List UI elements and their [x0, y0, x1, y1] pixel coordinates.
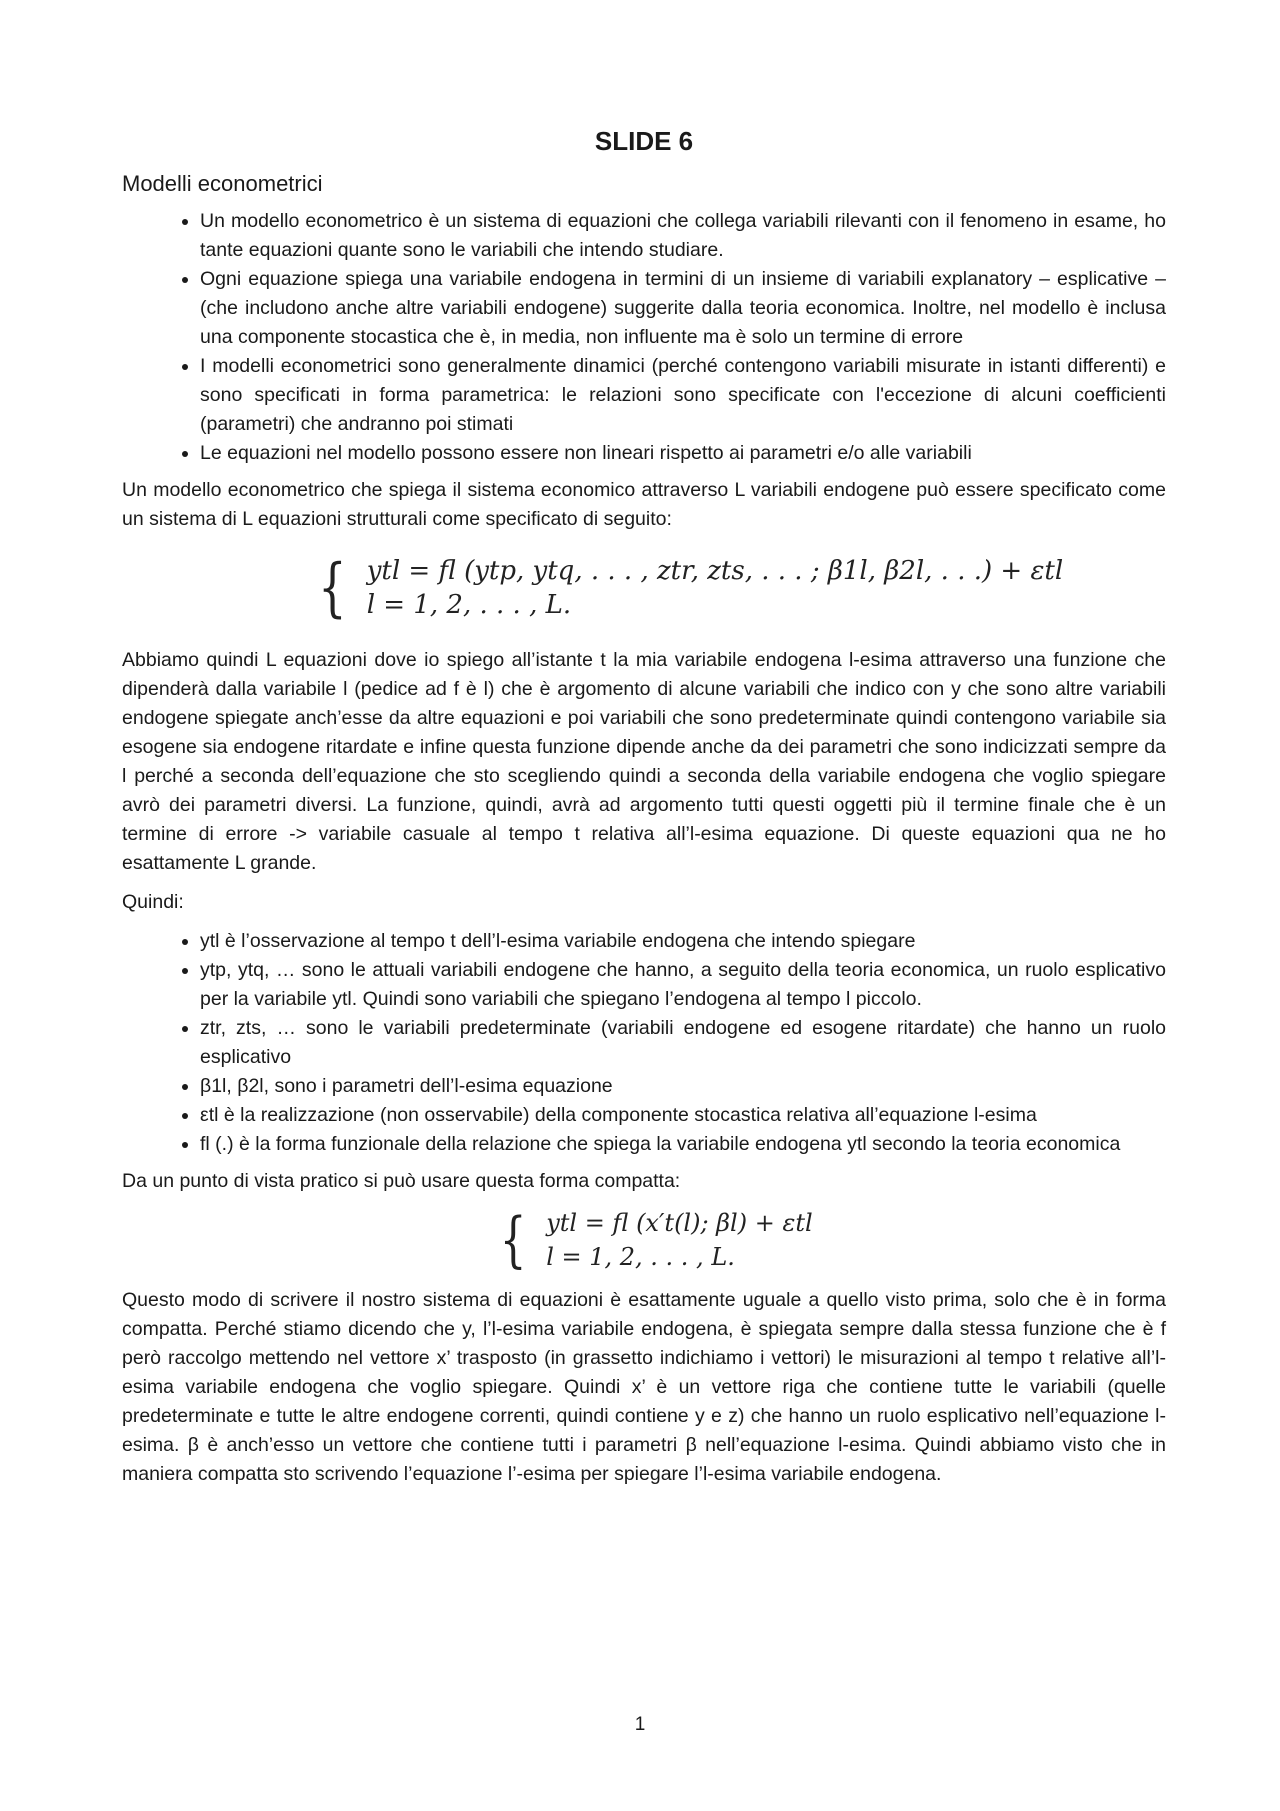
equation-system-structural — [312, 551, 1166, 625]
list-item: • ztr, zts, … sono le variabili predeterminate (variabili endogene ed esogene ritardate) che hanno un ruolo esplicativo — [200, 1014, 1166, 1072]
list-item: • Le equazioni nel modello possono essere non lineari rispetto ai parametri e/o alle variabili — [200, 439, 1166, 468]
page-number: 1 — [634, 1714, 646, 1735]
list-item: • ytp, ytq, … sono le attuali variabili endogene che hanno, a seguito della teoria economica, un ruolo esplicativo per la variabile ytl. Quindi sono variabili che spiegano l’endogena al tempo l piccolo. — [200, 956, 1166, 1014]
equation-line: ytl = fl (x′t(l); βl) + εtl — [546, 1209, 813, 1237]
list-item: • ytl è l’osservazione al tempo t dell’l-esima variabile endogena che intendo spiegare — [200, 927, 1166, 956]
list-item: • Ogni equazione spiega una variabile endogena in termini di un insieme di variabili explanatory – esplicative – (che includono anche altre variabili endogene) suggerite dalla teoria economica. Inoltre, nel modello è inclusa una componente stocastica che è, in media, non influente ma è solo un termine di errore — [200, 265, 1166, 352]
list-item: • I modelli econometrici sono generalmente dinamici (perché contengono variabili misurate in istanti differenti) e sono specificati in forma parametrica: le relazioni sono specificate con l'eccezione di alcuni coefficienti (parametri) che andranno poi stimati — [200, 352, 1166, 439]
paragraph: Questo modo di scrivere il nostro sistema di equazioni è esattamente uguale a quello visto prima, solo che è in forma compatta. Perché stiamo dicendo che y, l’l-esima variabile endogena, è spiegata sempre dalla stessa funzione che è f però raccolgo mettendo nel vettore x’ trasposto (in grassetto indichiamo i vettori) le misurazioni al tempo t relative all’l-esima variabile endogena che voglio spiegare. Quindi x’ è un vettore riga che contiene tutte le variabili (quelle predeterminate e tutte le altre endogene correnti, quindi contiene y e z) che hanno un ruolo esplicativo nell’equazione l-esima. β è anch’esso un vettore che contiene tutti i parametri β nell’equazione l-esima. Quindi abbiamo visto che in maniera compatta sto scrivendo l’equazione l’-esima per spiegare l’l-esima variabile endogena. — [122, 1289, 1166, 1485]
paragraph-label: Quindi: — [122, 891, 184, 913]
paragraph: Da un punto di vista pratico si può usare questa forma compatta: — [122, 1170, 681, 1192]
left-brace: { — [499, 1205, 527, 1275]
paragraph: Un modello econometrico che spiega il sistema economico attraverso L variabili endogene può essere specificato come un sistema di L equazioni strutturali come specificato di seguito: — [122, 479, 1166, 530]
paragraph: Abbiamo quindi L equazioni dove io spiego all’istante t la mia variabile endogena l-esima attraverso una funzione che dipenderà dalla variabile l (pedice ad f è l) che è argomento di alcune variabili che indico con y che sono altre variabili endogene spiegate anch’esse da altre equazioni e poi variabili che sono predeterminate quindi contengono variabile sia esogene sia endogene ritardate e infine questa funzione dipende anche da dei parametri che sono indicizzati sempre da l perché a seconda dell’equazione che sto scegliendo quindi a seconda della variabile endogena che voglio spiegare avrò dei parametri diversi. La funzione, quindi, avrà ad argomento tutti questi oggetti più il termine finale che è un termine di errore -> variabile casuale al tempo t relativa all’l-esima equazione. Di queste equazioni qua ne ho esattamente L grande. — [122, 649, 1166, 874]
page-content — [122, 126, 1166, 1499]
equation-line: l = 1, 2, . . . , L. — [366, 590, 572, 620]
list-item: • Un modello econometrico è un sistema di equazioni che collega variabili rilevanti con il fenomeno in esame, ho tante equazioni quante sono le variabili che intendo studiare. — [200, 207, 1166, 265]
list-item: • fl (.) è la forma funzionale della relazione che spiega la variabile endogena ytl secondo la teoria economica — [200, 1130, 1166, 1159]
equation-system-compact — [494, 1206, 1166, 1274]
bullet-list-intro — [122, 207, 1166, 468]
bullet-list-definitions — [122, 927, 1166, 1159]
list-item: • β1l, β2l, sono i parametri dell’l-esima equazione — [200, 1072, 1166, 1101]
equation-line: l = 1, 2, . . . , L. — [546, 1243, 735, 1271]
page-title: SLIDE 6 — [594, 126, 694, 156]
left-brace: { — [318, 551, 347, 625]
equation-line: ytl = fl (ytp, ytq, . . . , ztr, zts, . . . ; β1l, β2l, . . .) + εtl — [366, 556, 1064, 586]
list-item: • εtl è la realizzazione (non osservabile) della componente stocastica relativa all’equazione l-esima — [200, 1101, 1166, 1130]
section-title: Modelli econometrici — [122, 171, 323, 196]
